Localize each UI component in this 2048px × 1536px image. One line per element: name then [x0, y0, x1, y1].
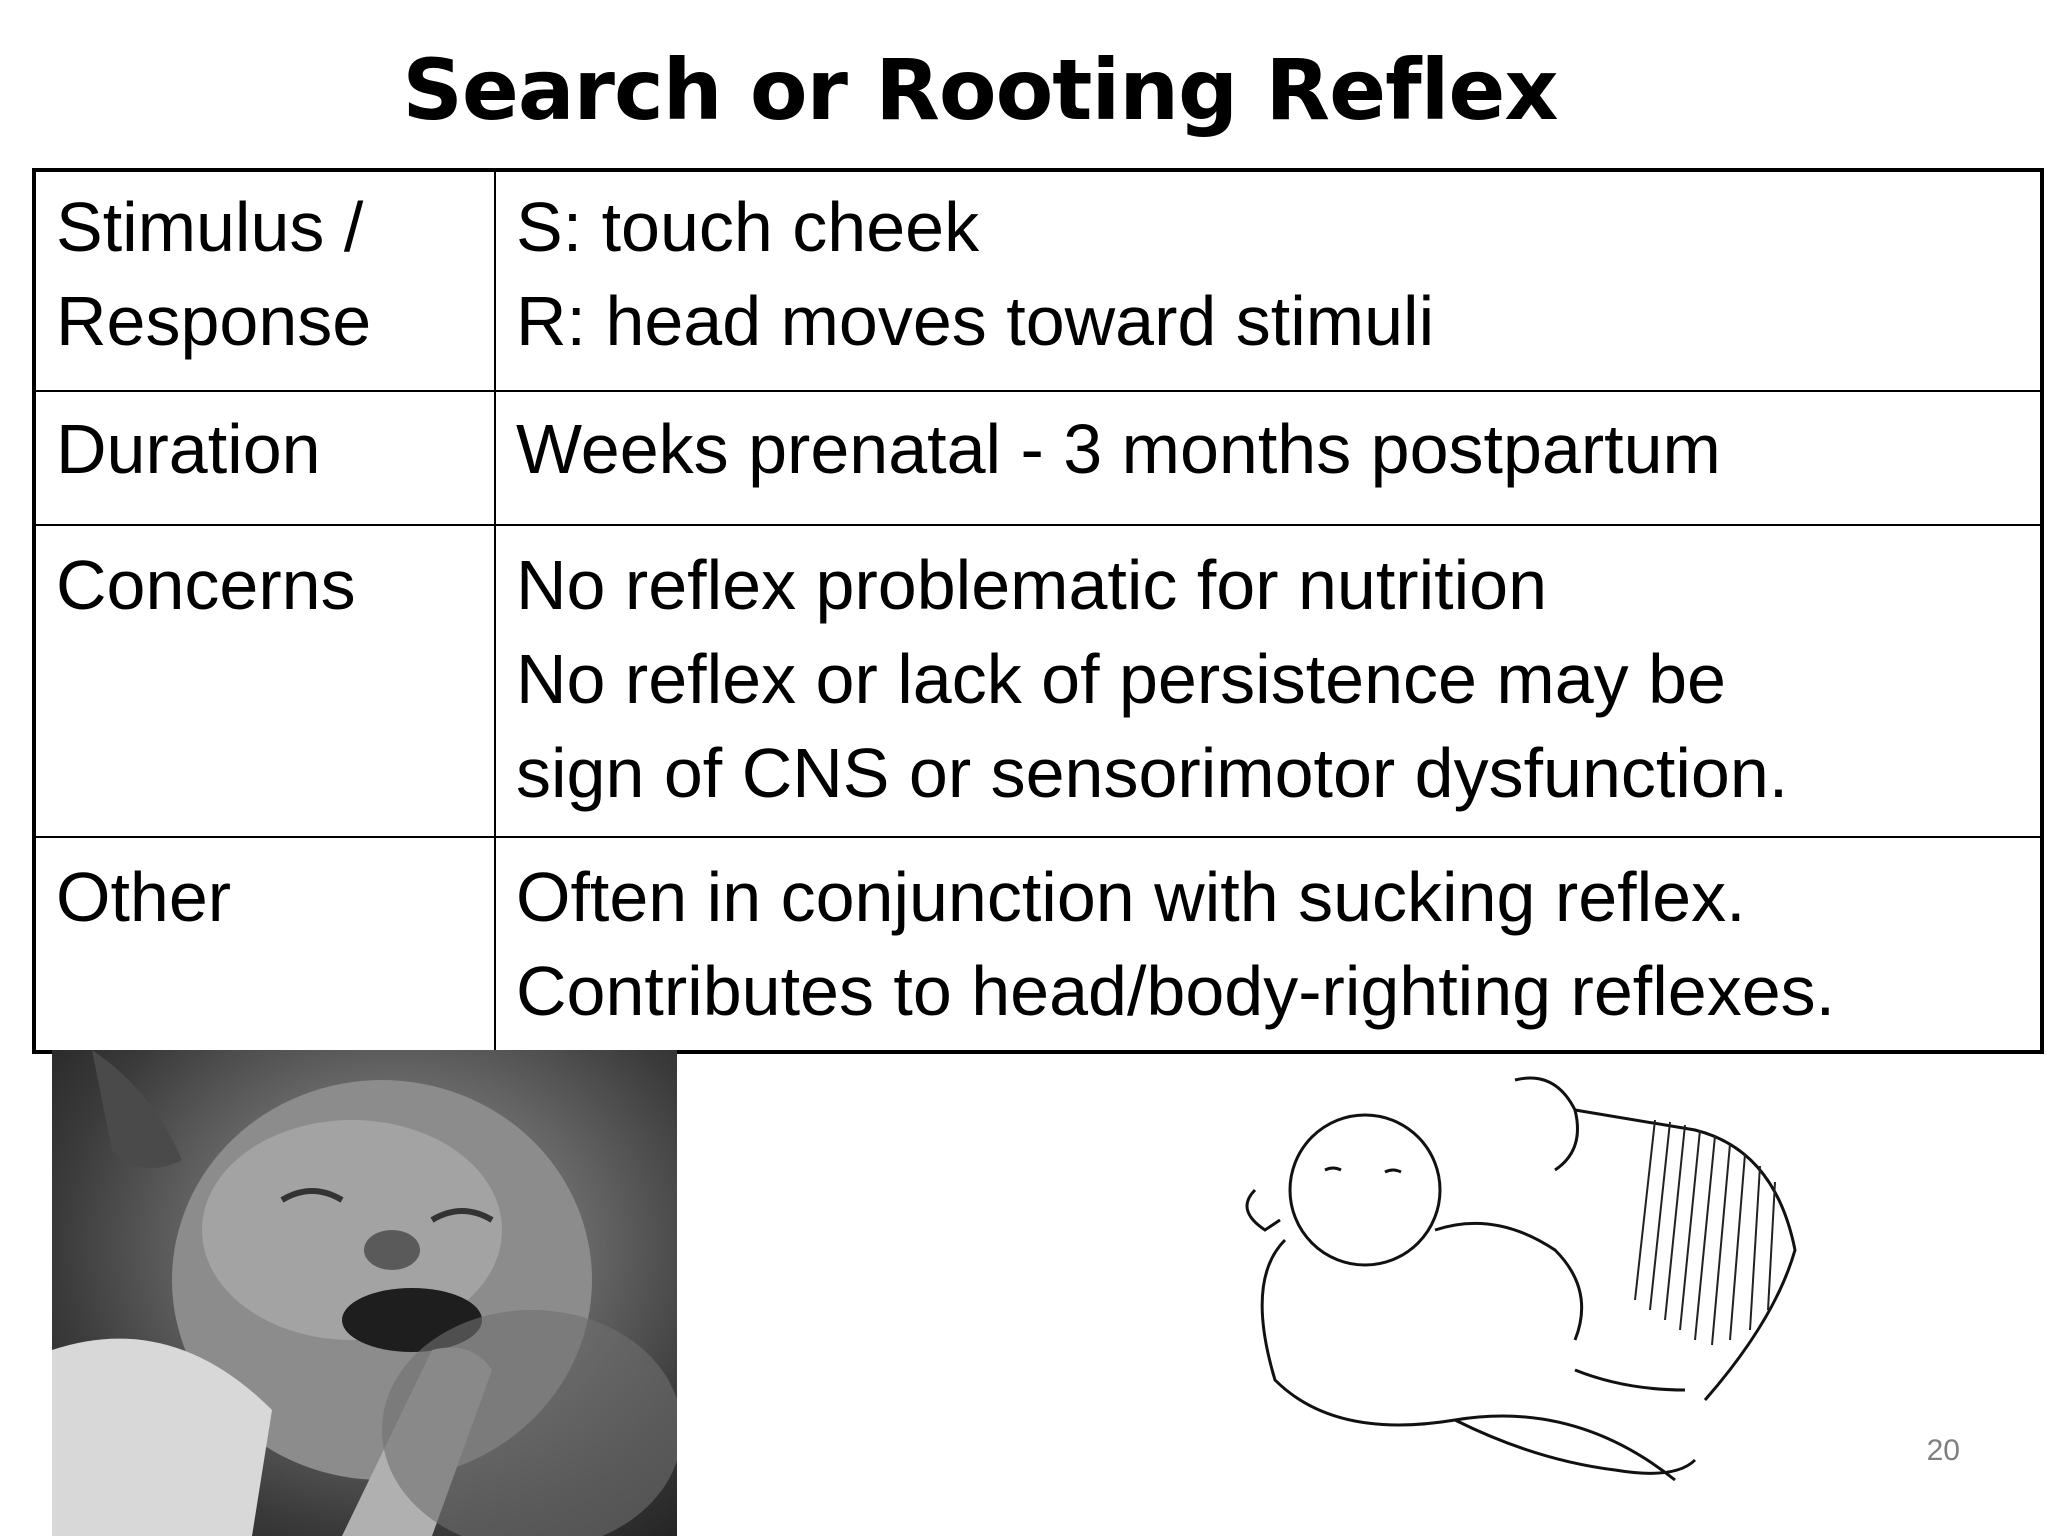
hatch-line — [1695, 1136, 1715, 1340]
infant-head-outline — [1290, 1115, 1440, 1265]
row-value — [495, 391, 2042, 525]
infant-body-outline — [1262, 1240, 1675, 1480]
value-line: Contributes to head/body-righting reflexes. — [516, 952, 1836, 1030]
label-line: Duration — [56, 410, 321, 488]
hatch-line — [1680, 1130, 1700, 1330]
infant-photo-icon — [52, 1050, 677, 1536]
hatch-line — [1750, 1166, 1760, 1330]
reflex-table — [32, 168, 2044, 1054]
label-line: Stimulus / — [56, 188, 364, 266]
value-line: S: touch cheek — [516, 188, 980, 266]
infant-eyes — [1325, 1168, 1401, 1172]
label-line: Concerns — [56, 546, 356, 624]
hatch-line — [1730, 1154, 1745, 1340]
mother-head-outline — [1515, 1078, 1578, 1170]
infant-nose — [364, 1230, 420, 1270]
row-label — [34, 391, 495, 525]
drawing-lines — [1215, 1040, 1825, 1500]
value-line: Often in conjunction with sucking reflex. — [516, 858, 1746, 936]
hatch-line — [1768, 1182, 1775, 1310]
value-line: R: head moves toward stimuli — [516, 282, 1435, 360]
row-label — [34, 525, 495, 837]
label-line: Response — [56, 282, 372, 360]
row-label — [34, 170, 495, 391]
infant-leg-outline — [1455, 1420, 1695, 1473]
row-value — [495, 837, 2042, 1052]
table-row-duration — [34, 391, 2042, 525]
hatch-line — [1650, 1122, 1670, 1310]
row-value — [495, 525, 2042, 837]
mother-lap-outline — [1575, 1370, 1685, 1390]
label-line: Other — [56, 858, 232, 936]
infant-photo-shapes — [52, 1050, 677, 1536]
mother-infant-drawing-icon — [1215, 1040, 1825, 1500]
hatch-line — [1635, 1120, 1655, 1300]
direction-arrow — [1247, 1190, 1280, 1230]
hatch-line — [1712, 1144, 1730, 1345]
value-line: Weeks prenatal - 3 months postpartum — [516, 410, 1721, 488]
hatch-line — [1665, 1125, 1685, 1320]
row-label — [34, 837, 495, 1052]
slide-title: Search or Rooting Reflex — [402, 41, 1558, 139]
infant-fist — [92, 1050, 182, 1168]
row-value — [495, 170, 2042, 391]
table-row-other — [34, 837, 2042, 1052]
value-line: No reflex problematic for nutrition — [516, 546, 1547, 624]
table-row-concerns — [34, 525, 2042, 837]
value-line: No reflex or lack of persistence may be — [516, 640, 1726, 718]
value-line: sign of CNS or sensorimotor dysfunction. — [516, 734, 1789, 812]
mother-arm-outline — [1435, 1223, 1582, 1340]
page-number: 20 — [1926, 1434, 1960, 1467]
mother-shoulder-outline — [1575, 1110, 1795, 1400]
table-row-stimulus-response — [34, 170, 2042, 391]
